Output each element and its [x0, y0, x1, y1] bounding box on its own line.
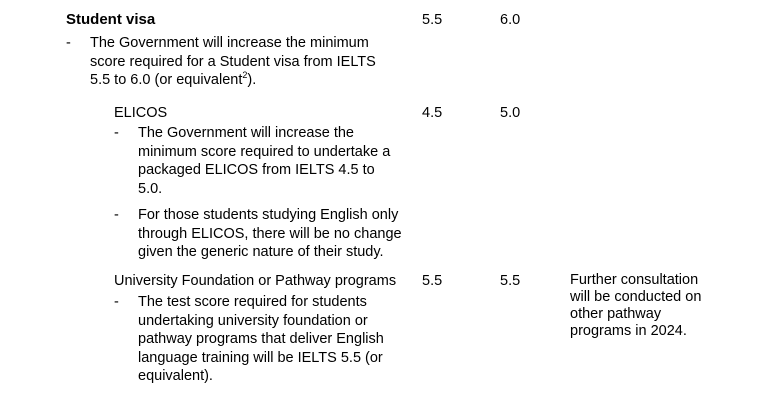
pathway-new-score: 5.5 [500, 273, 521, 289]
student-visa-bullet-dash: - [66, 35, 71, 51]
pathway-bullet-line: language training will be IELTS 5.5 (or [138, 349, 383, 366]
pathway-heading: University Foundation or Pathway programs [114, 273, 397, 289]
pathway-bullet-line: pathway programs that deliver English [138, 331, 384, 347]
pathway-current-score: 5.5 [422, 273, 443, 289]
pathway-note-line: Further consultation [570, 272, 699, 288]
pathway-bullet-line: The test score required for students [138, 294, 367, 310]
student-visa-bullet-line: The Government will increase the minimum [90, 35, 369, 51]
student-visa-bullet-line: score required for a Student visa from IELTS [90, 53, 376, 70]
pathway-bullet-line: undertaking university foundation or [138, 312, 368, 329]
student-visa-bullet [90, 34, 410, 90]
elicos-heading: ELICOS [114, 105, 168, 121]
elicos-bullet2-dash: - [114, 207, 119, 223]
footnote-marker: 2 [242, 70, 248, 81]
pathway-note-line: programs in 2024. [570, 323, 687, 339]
pathway-bullet-line: equivalent). [138, 368, 213, 384]
elicos-bullet1 [138, 124, 428, 198]
elicos-bullet2-line: For those students studying English only [138, 207, 399, 223]
elicos-current-score: 4.5 [422, 105, 443, 121]
elicos-bullet2-line: through ELICOS, there will be no change [138, 225, 402, 242]
student-visa-current-score: 5.5 [422, 12, 443, 28]
pathway-note-line: will be conducted on [570, 289, 702, 305]
elicos-bullet1-dash: - [114, 125, 119, 141]
elicos-bullet1-line: packaged ELICOS from IELTS 4.5 to [138, 162, 375, 178]
student-visa-bullet-text: 5.5 to 6.0 (or equivalent [90, 72, 243, 88]
pathway-note-line: other pathway [570, 306, 662, 322]
student-visa-heading: Student visa [66, 11, 156, 28]
pathway-bullet [138, 293, 428, 386]
student-visa-new-score: 6.0 [500, 12, 521, 28]
elicos-bullet1-line: minimum score required to undertake a [138, 143, 391, 160]
elicos-bullet2-line: given the generic nature of their study. [138, 244, 384, 260]
elicos-bullet2 [138, 206, 428, 262]
pathway-note [570, 272, 770, 340]
student-visa-bullet-text-end: ). [247, 72, 257, 88]
student-visa-bullet-line [90, 71, 410, 90]
elicos-bullet1-line: The Government will increase the [138, 125, 354, 141]
elicos-bullet1-line: 5.0. [138, 180, 163, 197]
elicos-new-score: 5.0 [500, 105, 521, 121]
pathway-bullet-dash: - [114, 294, 119, 310]
